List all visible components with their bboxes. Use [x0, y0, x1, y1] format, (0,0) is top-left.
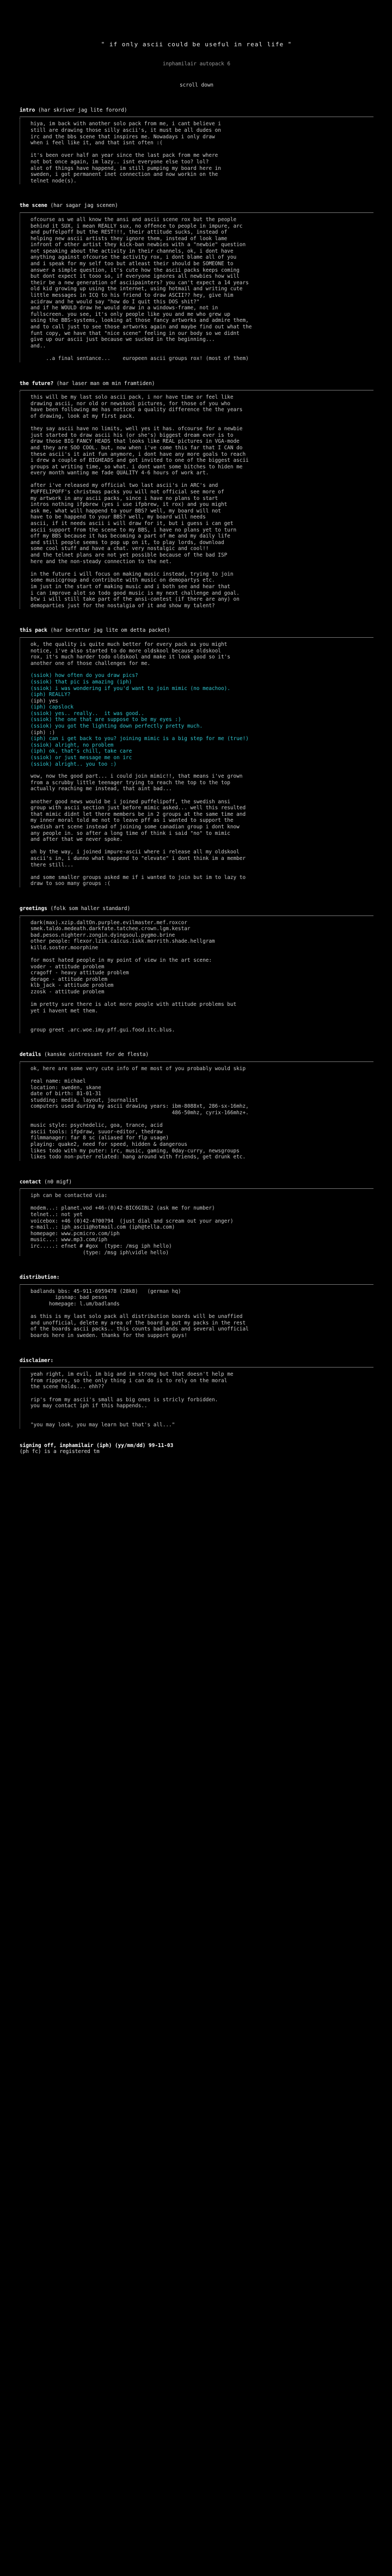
section-text: ok, the quality is quite much better for every pack as you might notice, i've also started to do more oldskool because oldskool rox, it's much harder todo oldskool and make it look good so it's another one of those challenges for me.	[30, 641, 230, 667]
dialogue-speaker: (ssiok)	[30, 673, 52, 679]
section-title: details	[20, 1052, 41, 1058]
section-content	[24, 394, 249, 609]
dialogue-line	[30, 730, 249, 736]
section-subtitle: (har sagar jag scenen)	[50, 203, 118, 209]
dialogue-line	[30, 711, 249, 717]
section-body-wrap	[20, 917, 373, 1034]
dialogue-speaker: (iph)	[30, 736, 46, 742]
byline: inphamilair autopack 6	[162, 60, 231, 67]
section-heading	[20, 627, 373, 634]
section-the-scene	[20, 203, 373, 362]
dialogue-text: capslock	[48, 704, 74, 711]
dialogue-speaker: (ssiok)	[30, 679, 52, 685]
dotted-margin-bar	[20, 1285, 24, 1339]
section-text: yeah right, im evil, im big and im strong but that doesn't help me from rippers, so the only thing i can do is to rely on the moral the scene holds... ehh?? rip's from my ascii's small as big ones is stricly forbidden. you may contact iph if this happends.. "you may look, you may learn but that's all..."	[30, 1371, 234, 1428]
dialogue-line	[30, 755, 249, 761]
section-heading	[20, 1274, 373, 1281]
section-content	[24, 1289, 249, 1339]
section-body-wrap	[20, 391, 373, 609]
dialogue-line	[30, 679, 249, 686]
section-details	[20, 1052, 373, 1161]
dialogue-text: REALLY?	[48, 692, 71, 698]
dialogue-speaker: (iph)	[30, 729, 46, 736]
dialogue-speaker: (iph)	[30, 698, 46, 704]
dialogue-text: or just message me on irc	[55, 755, 132, 761]
dialogue-line	[30, 686, 249, 692]
section-body-wrap	[20, 213, 373, 362]
section-heading	[20, 107, 373, 114]
dialogue-line	[30, 692, 249, 698]
section-content	[24, 920, 236, 1034]
section-body-wrap	[20, 118, 373, 184]
dialogue-speaker: (ssiok)	[30, 761, 52, 767]
dialogue-text: yes.. really.. it was good..	[55, 710, 144, 717]
section-heading	[20, 1052, 373, 1058]
dialogue-text: the one that are suppose to be my eyes :)	[55, 717, 181, 723]
dotted-margin-bar	[20, 1368, 24, 1428]
section-body-wrap	[20, 638, 373, 887]
section-the-future	[20, 381, 373, 609]
section-text: dark(max).xzip.daltOn.purplee.evilmaster.mef.roxcor smek.taldo.medeath.darkfate.tatchee.crown.lgm.kestar bad.pesos.nighterr.zongin.dyingsoul.pygmo.brine other people: flexor.lzik.caicus.iskk.morrith.shade.hellgram killd.soster.moorphine for most hated people in my point of view in the art scene: voder - attitude problem cragoff - heavy attitude problem derage - attitude problem klb_jack - attitude problem zzosk - attitude problem im pretty sure there is alot more people with attitude problems but yet i havent met them. group greet .arc.woe.imy.pff.gui.food.itc.blus.	[30, 919, 237, 1033]
irc-dialogue	[30, 673, 249, 767]
section-text: hiya, im back with another solo pack from me, i cant believe i still are drawing those silly ascii's, it must be all dudes on irc and the bbs scene that inspires me. Nowadays i only draw when i feel like it, and that isnt often :( it's been over half an year since the last pack from me where not bot once again, im lazy.. isnt everyone else too? lol? alot of things have happend, im still pumping my board here in sweden, i got permanent inet connection and now workin on the telnet node(s).	[30, 121, 221, 184]
document	[20, 0, 373, 1455]
dialogue-line	[30, 723, 249, 730]
dialogue-text: that pic is amazing (iph)	[55, 679, 132, 685]
dialogue-speaker: (ssiok)	[30, 742, 52, 748]
section-subtitle: (folk som haller standard)	[50, 905, 131, 912]
section-body-wrap	[20, 1285, 373, 1339]
signoff-trademark: (ph fc) is a registered tm	[20, 1449, 100, 1455]
page-title: " if only ascii could be useful in real life "	[101, 41, 292, 48]
dialogue-text: alright.. you too :)	[55, 761, 117, 767]
dialogue-speaker: (ssiok)	[30, 685, 52, 692]
dialogue-line	[30, 698, 249, 705]
section-heading	[20, 203, 373, 209]
section-heading	[20, 906, 373, 912]
section-heading	[20, 1358, 373, 1364]
sections-container	[20, 107, 373, 1429]
section-title: intro	[20, 107, 35, 113]
section-title: disclaimer:	[20, 1357, 54, 1364]
dotted-margin-bar	[20, 1063, 24, 1161]
section-text: badlands bbs: 45-911-6959478 (28k8) (german hq) ipsnap: bad pesos homepage: l.um/badlands as this is my last solo pack all distribution boards will be unaffied and unofficial, delete my area of the board a put my packs in the rest of the boards ascii packs.. this counts badlands and several unofficial boards here in sweden. thanks for the support guys!	[30, 1288, 249, 1339]
dialogue-text: alright, no problem	[55, 742, 114, 748]
section-title: the future?	[20, 380, 54, 387]
section-title: distribution:	[20, 1274, 60, 1281]
section-contact	[20, 1179, 373, 1256]
scroll-hint: scroll down	[179, 82, 214, 89]
section-title: contact	[20, 1179, 41, 1185]
section-text: this will be my last solo ascii pack, i nor have time or feel like drawing ascii, nor old or newskool pictures, for those of you who have been following me has noticed a quality difference the the years of drawing, look at my first pack. they say ascii have no limits, well yes it has. ofcourse for a newbie just started to draw ascii his (or she's) biggest dream ever is to draw those BIG FANCY HEADS that looks like REAL pictures in VGA-mode and they are SOO COOL. but, now when i've come this far that I CAN do these ascii's it aint fun anymore, i dont have any more goals to reach i drew a couple of BIGHEADS and got invited to one of the biggest ascii groups at writing time, so what. i dont want some bitches to hiden me every month wanting me fade QUALITY 4-6 hours of work art. after i've released my official two last ascii's in ARC's and PUFFELIPOFF's christmas packs you will not official see more of my artwork in any ascii packs, since i have no plans to start intros nothing ifpbrew (yes i use ifpbrew, it rox) and you might ask me, what will happend to your BBS? well, my board will not have to be happend to your BBS? well, my board will needs ascii, if it needs ascii i will draw for it, but i guess i can get ascii support from the scene to my BBS, i have no plans yet to turn off my BBS because it has becoming a part of me and my daily life and still people seems to pop up on it, to play lords, download some cool stuff and have a chat. very nostalgic and cool!! and the telnet plans are not yet possible because of the bad ISP here and the non-steady connection to the net. in the future i will focus on making music instead, trying to join some musicgroup and contribute with music on demopartys etc. im just in the start of making music and i both see and hear that i can improve alot so todo good music is my next challenge and goal. btw i will still take part of the ansi-contest (if there are any) on demoparties just for the nostalgia of it and show my talent?	[30, 394, 249, 609]
section-content	[24, 1193, 234, 1256]
section-content	[24, 121, 221, 184]
dialogue-text: you got the lighting down perfectly pretty much.	[55, 723, 203, 730]
dialogue-text: :)	[48, 729, 56, 736]
section-subtitle: (har berattar jag lite om detta packet)	[50, 627, 170, 634]
dialogue-text: yes	[48, 698, 58, 704]
section-content	[24, 1371, 234, 1428]
dialogue-speaker: (iph)	[30, 692, 46, 698]
dialogue-line	[30, 761, 249, 768]
section-text: ofcourse as we all know the ansi and ascii scene rox but the people behind it SUX, i mean REALLY sux, no offence to people in impure, arc and puffelpoff but the REST!!!, their attitude sucks, instead of helping new ascii artists they ignore them, instead of look lame infront of other artist they kick-ban newbies with a "newbie" question not speaking about the activity in their channels, ok, i dont have anything against ofcourse the activity rox, i dont blame all of you and i speak for my self too but atleast their should be SOMEONE to answer a simple question, it's cute how the ascii packs keeps coming but dont expect it tooo so, if everyone ignores all newbies how will their be a new generation of asciipainters? you can't expect a 14 years old kid growing up using the internet, using hotmail and writing cute little messages in ICQ to his friend to draw ASCII?? hey, give him acidraw and he would say "how do I quit this DOS shit?" and if he WOULD draw he would draw in a windows-frame, not in fullscreen. you see, it's only people like you and me who grew up using the BBS-systems, looking at those fancy artworks and admire them, and to call just to see those artworks again and maybe find out what the funt copy, we have that "nice scene" feeling in our body so we didnt give up our ascii just because we sucked in the beginning... and.. ..a final sentance... europeen ascii groups rox! (most of them)	[30, 216, 252, 362]
dialogue-line	[30, 717, 249, 723]
dialogue-line	[30, 673, 249, 679]
section-text-continued: wow, now the good part... i could join mimic!!, that means i've grown from a scrubby little teenager trying to reach the top to the top actually reaching me instead, that aint bad... another good news would be i joined puffelipoff, the swedish ansi group with ascii section just before mimic asked... well this resulted that mimic didnt let there members be in 2 groups at the same time and my inner moral told me not to leave pff as i wanted to support the swedish art scene instead of joining some canadian group i dont know any people in. so after a long time of think i said "no" to mimic and after that we never spoke. oh by the way, i joined impure-ascii where i release all my oldskool ascii's in, i dunno what happend to "elevate" i dont think im a member there still... and some smaller groups asked me if i wanted to join but im to lazy to draw to soo many groups :(	[30, 773, 246, 887]
section-text: ok, here are some very cute info of me most of you probably would skip real name: michael location: sweden, skane date of birth: 81-01-31 studding: media, layout, journalist computers used during my ascii drawing years: ibm-8088xt, 286-sx-16mhz, 486-50mhz, cyrix-166mhz+. music style: psychedelic, goa, trance, acid ascii tools: ifpdraw, suuor-editor, thedraw filmmanager: far 8 sc (aliased for flp usage) playing: quake2, need for speed, hidden & dangerous likes todo with my puter: irc, music, gaming, 0day-curry, newsgroups likes todo non-puter related: hang around with friends, get drunk etc.	[30, 1065, 249, 1161]
dialogue-speaker: (ssiok)	[30, 710, 52, 717]
dotted-margin-bar	[20, 1189, 24, 1256]
dotted-margin-bar	[20, 118, 24, 184]
dialogue-line	[30, 736, 249, 742]
dotted-margin-bar	[20, 213, 24, 362]
section-content	[24, 217, 252, 362]
dialogue-text: how often do you draw pics?	[55, 673, 138, 679]
section-body-wrap	[20, 1189, 373, 1256]
section-subtitle: (har laser man om min framtiden)	[56, 380, 155, 387]
dialogue-speaker: (iph)	[30, 748, 46, 755]
dialogue-speaker: (iph)	[30, 704, 46, 711]
dialogue-text: can i get back to you? joining mimic is a big step for me (true!)	[48, 736, 249, 742]
section-this-pack	[20, 627, 373, 887]
section-heading	[20, 381, 373, 387]
dialogue-speaker: (ssiok)	[30, 755, 52, 761]
dotted-margin-bar	[20, 917, 24, 1034]
section-title: the scene	[20, 203, 47, 209]
dialogue-line	[30, 748, 249, 755]
section-title: this pack	[20, 627, 47, 634]
dialogue-line	[30, 742, 249, 749]
section-content	[24, 642, 249, 887]
dotted-margin-bar	[20, 391, 24, 609]
dialogue-speaker: (ssiok)	[30, 717, 52, 723]
section-heading	[20, 1179, 373, 1186]
signoff-line: signing off, inphamilair (iph) (yy/mm/dd) 99-11-03	[20, 1442, 174, 1449]
dialogue-text: ok, that's chill, take care	[48, 748, 132, 755]
dotted-margin-bar	[20, 638, 24, 887]
section-subtitle: (har skriver jag lite forord)	[38, 107, 127, 113]
section-disclaimer	[20, 1358, 373, 1429]
section-content	[24, 1066, 249, 1161]
section-greetings	[20, 906, 373, 1033]
dialogue-text: i was wondering if you'd want to join mimic (no meachoo).	[55, 685, 230, 692]
section-intro	[20, 107, 373, 185]
section-subtitle: (n0 migf)	[44, 1179, 72, 1185]
section-body-wrap	[20, 1368, 373, 1428]
section-title: greetings	[20, 905, 47, 912]
dialogue-speaker: (ssiok)	[30, 723, 52, 730]
dialogue-line	[30, 704, 249, 711]
section-text: iph can be contacted via: modem...: planet.vod +46-(0)42-BIC6GIBL2 (ask me for number) telnet..: not yet voicebox: +46 (0)42-4?00?94 (just dial and scream out your anger) e-mail..: iph_ascii@hotmail.com (iph@tella.com) homepage: www.pcmicro.com/iph music...: www.mp3.com/iph irc.....: efnet # #gox (type: /msg iph hello) (type: /msg iph\vidle hello)	[30, 1193, 234, 1256]
section-distribution	[20, 1274, 373, 1339]
section-body-wrap	[20, 1063, 373, 1161]
section-subtitle: (kanske ointressant for de flesta)	[44, 1052, 149, 1058]
